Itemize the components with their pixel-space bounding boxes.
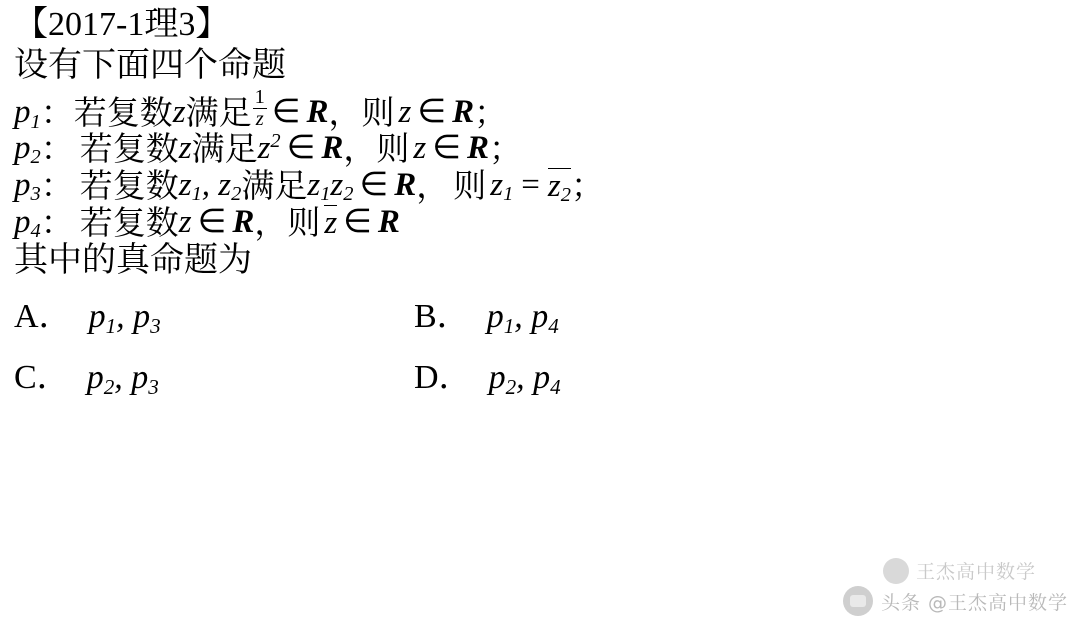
proposition-p4 <box>14 203 1064 243</box>
p3-concl-left: $z_1$ <box>490 167 514 206</box>
page-title: 【2017-1理3】 <box>14 6 230 43</box>
choice-b[interactable] <box>414 288 559 337</box>
choice-b-label: B． <box>414 298 471 336</box>
choice-a[interactable] <box>14 288 414 337</box>
choice-a-value: $p_1$, $p_3$ <box>88 298 161 338</box>
choices-block <box>14 288 1064 398</box>
p2-end: ； <box>489 129 522 169</box>
p1-text-before: 若复数 <box>73 93 173 133</box>
p1-comma: ， <box>328 93 362 133</box>
watermark-upper <box>883 557 1036 584</box>
p4-concl-conjugate: z <box>324 204 338 241</box>
p1-fraction-denominator: z <box>253 108 267 130</box>
p2-text-before: 若复数 <box>79 129 179 169</box>
p1-set: R <box>306 94 329 131</box>
p1-fraction <box>253 87 267 130</box>
p3-text-before: 若复数 <box>79 166 179 206</box>
p3-then: 则 <box>453 166 487 206</box>
p1-concl-in: ∈ <box>417 94 447 131</box>
p2-set: R <box>321 130 344 167</box>
proposition-p3 <box>14 166 1064 207</box>
p4-text-before: 若复数 <box>79 203 179 243</box>
p1-concl-set: R <box>452 94 475 131</box>
p3-concl-right-conjugate: $z_2$ <box>547 167 571 207</box>
p2-concl-var: z <box>413 130 427 167</box>
p1-var: z <box>172 94 186 131</box>
p3-expr: $z_1z_2$ <box>307 167 354 206</box>
p4-comma: ， <box>254 203 288 243</box>
p4-then: 则 <box>287 203 321 243</box>
p2-comma: ， <box>343 129 377 169</box>
p3-set: R <box>394 167 417 204</box>
p2-then: 则 <box>376 129 410 169</box>
choice-b-value: $p_1$, $p_4$ <box>486 298 559 338</box>
p1-label: $p_1$ <box>14 94 41 133</box>
p1-end: ； <box>474 93 508 133</box>
choice-d-value: $p_2$, $p_4$ <box>488 359 561 399</box>
p3-vars: $z_1$, $z_2$ <box>178 167 242 206</box>
p3-in-symbol: ∈ <box>359 167 389 204</box>
p3-end: ； <box>570 166 604 206</box>
p2-expr: $z^2$ <box>257 130 281 167</box>
p1-colon: ： <box>40 93 74 133</box>
p2-label: $p_2$ <box>14 130 41 169</box>
p4-label: $p_4$ <box>14 204 41 243</box>
choice-c-label: C． <box>14 359 71 397</box>
p2-in-symbol: ∈ <box>286 130 316 167</box>
watermark-logo-icon <box>883 558 909 584</box>
document-content <box>14 8 1064 410</box>
p1-concl-var: z <box>398 94 412 131</box>
p4-concl-in: ∈ <box>343 204 372 241</box>
choice-d[interactable] <box>414 349 561 398</box>
proposition-p1 <box>14 86 1064 133</box>
p2-text-mid: 满足 <box>191 129 258 169</box>
watermark-avatar-icon <box>843 586 873 616</box>
p3-equals: = <box>521 167 540 204</box>
choice-c-value: $p_2$, $p_3$ <box>86 359 159 399</box>
p3-label: $p_3$ <box>14 167 41 206</box>
p4-var: z <box>178 204 192 241</box>
question-line: 其中的真命题为 <box>14 241 252 279</box>
p4-concl-set: R <box>377 204 400 241</box>
choice-row-1 <box>14 288 1064 337</box>
watermark-upper-text: 王杰高中数学 <box>915 561 1036 583</box>
choice-c[interactable] <box>14 349 414 398</box>
p3-comma: ， <box>416 166 450 206</box>
p2-var: z <box>178 130 192 167</box>
p1-text-mid: 满足 <box>185 93 252 133</box>
p4-colon: ： <box>40 203 74 243</box>
p1-in-symbol: ∈ <box>271 94 301 131</box>
p4-in-symbol: ∈ <box>197 204 227 241</box>
p3-colon: ： <box>40 166 74 206</box>
p2-concl-in: ∈ <box>432 130 461 167</box>
proposition-p2 <box>14 129 1064 169</box>
choice-row-2 <box>14 349 1064 398</box>
p1-fraction-numerator: 1 <box>254 86 265 109</box>
p2-colon: ： <box>40 129 74 169</box>
choice-a-label: A． <box>14 298 73 336</box>
watermark-bottom <box>843 586 1068 616</box>
p2-concl-set: R <box>466 130 489 167</box>
watermark-bottom-text: 头条 @王杰高中数学 <box>880 591 1068 614</box>
p3-text-mid: 满足 <box>241 166 308 206</box>
p1-then: 则 <box>361 93 395 133</box>
statement-line: 设有下面四个命题 <box>14 46 286 84</box>
choice-d-label: D． <box>414 359 473 397</box>
p4-set: R <box>232 204 255 241</box>
